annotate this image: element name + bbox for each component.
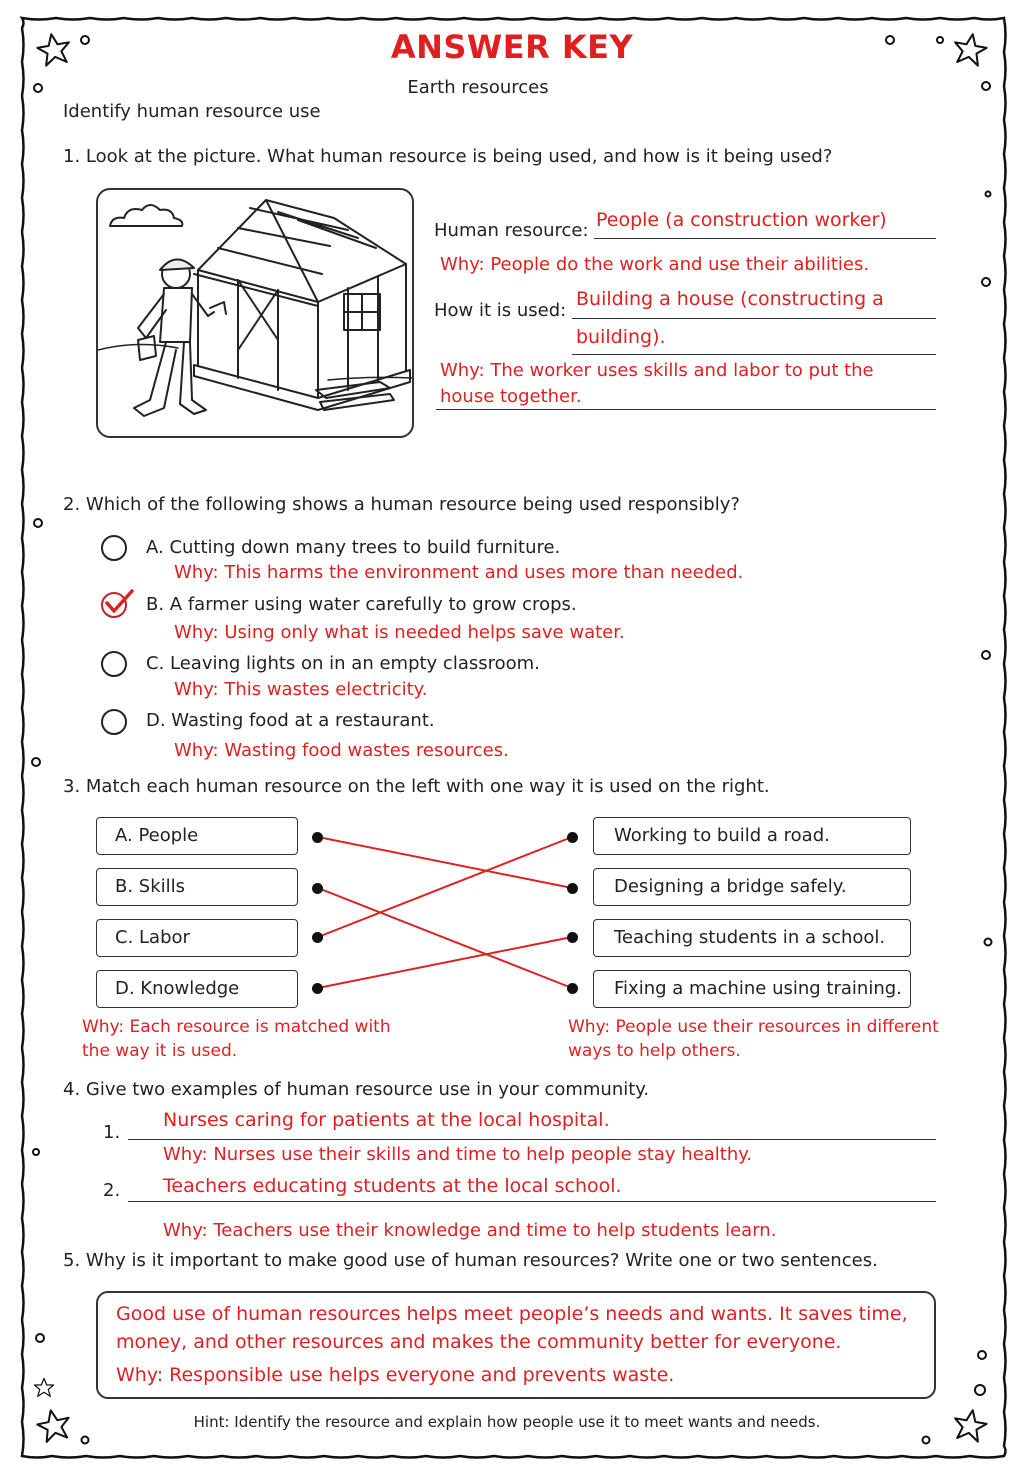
match-dot-left[interactable] (312, 932, 323, 943)
match-line (318, 837, 572, 888)
match-line (318, 837, 572, 937)
option-a-label: A. Cutting down many trees to build furniture. (146, 537, 561, 558)
match-why-left-line2: the way it is used. (82, 1041, 238, 1061)
match-left-labor[interactable]: C. Labor (96, 919, 298, 957)
question-5: 5. Why is it important to make good use of human resources? Write one or two sentences. (63, 1250, 878, 1271)
q5-why: Why: Responsible use helps everyone and prevents waste. (116, 1364, 675, 1386)
question-4: 4. Give two examples of human resource use in your community. (63, 1079, 650, 1100)
option-c-why: Why: This wastes electricity. (174, 679, 428, 700)
match-why-right-line1: Why: People use their resources in different (568, 1017, 939, 1037)
how-used-answer-line1: Building a house (constructing a (576, 288, 884, 310)
how-used-answer-line2: building). (576, 326, 666, 348)
match-dot-right[interactable] (567, 983, 578, 994)
match-left-knowledge[interactable]: D. Knowledge (96, 970, 298, 1008)
example-1-answer: Nurses caring for patients at the local hospital. (163, 1109, 610, 1131)
match-dot-right[interactable] (567, 832, 578, 843)
page-title: ANSWER KEY (390, 28, 634, 66)
human-resource-answer: People (a construction worker) (596, 209, 887, 231)
option-b-why: Why: Using only what is needed helps save water. (174, 622, 625, 643)
match-line (318, 888, 572, 988)
option-c-label: C. Leaving lights on in an empty classroom. (146, 653, 540, 674)
match-dot-left[interactable] (312, 983, 323, 994)
example-2-number: 2. (103, 1180, 121, 1201)
option-d-label: D. Wasting food at a restaurant. (146, 710, 435, 731)
answer-line[interactable] (128, 1139, 936, 1140)
q5-answer-line2: money, and other resources and makes the community better for everyone. (116, 1331, 842, 1353)
match-right-bridge[interactable]: Designing a bridge safely. (593, 868, 911, 906)
match-left-people[interactable]: A. People (96, 817, 298, 855)
example-2-answer: Teachers educating students at the local school. (163, 1175, 622, 1197)
match-why-left-line1: Why: Each resource is matched with (82, 1017, 391, 1037)
q5-answer-line1: Good use of human resources helps meet people’s needs and wants. It saves time, (116, 1303, 908, 1325)
example-1-why: Why: Nurses use their skills and time to help people stay healthy. (163, 1144, 753, 1165)
option-b-label: B. A farmer using water carefully to grow crops. (146, 594, 577, 615)
how-used-why-line1: Why: The worker uses skills and labor to put the (440, 360, 874, 381)
match-left-skills[interactable]: B. Skills (96, 868, 298, 906)
question-2: 2. Which of the following shows a human resource being used responsibly? (63, 494, 740, 515)
example-1-number: 1. (103, 1122, 121, 1143)
question-3: 3. Match each human resource on the left with one way it is used on the right. (63, 776, 770, 797)
human-resource-label: Human resource: (434, 220, 589, 241)
match-dot-left[interactable] (312, 832, 323, 843)
option-a-why: Why: This harms the environment and uses more than needed. (174, 562, 744, 583)
page-subtitle: Earth resources (407, 77, 549, 98)
match-why-right-line2: ways to help others. (568, 1041, 741, 1061)
match-dot-right[interactable] (567, 883, 578, 894)
match-dot-left[interactable] (312, 883, 323, 894)
example-2-why: Why: Teachers use their knowledge and time to help students learn. (163, 1220, 777, 1241)
match-right-teaching[interactable]: Teaching students in a school. (593, 919, 911, 957)
match-dot-right[interactable] (567, 932, 578, 943)
section-heading: Identify human resource use (63, 101, 321, 122)
question-1: 1. Look at the picture. What human resource is being used, and how is it being used? (63, 146, 833, 167)
how-used-why-line2: house together. (440, 386, 582, 407)
match-right-road[interactable]: Working to build a road. (593, 817, 911, 855)
human-resource-why: Why: People do the work and use their abilities. (440, 254, 870, 275)
hint-text: Hint: Identify the resource and explain how people use it to meet wants and needs. (193, 1413, 821, 1431)
how-used-label: How it is used: (434, 300, 567, 321)
match-line (318, 937, 572, 988)
match-right-machine[interactable]: Fixing a machine using training. (593, 970, 911, 1008)
answer-line[interactable] (128, 1201, 936, 1202)
option-d-why: Why: Wasting food wastes resources. (174, 740, 509, 761)
